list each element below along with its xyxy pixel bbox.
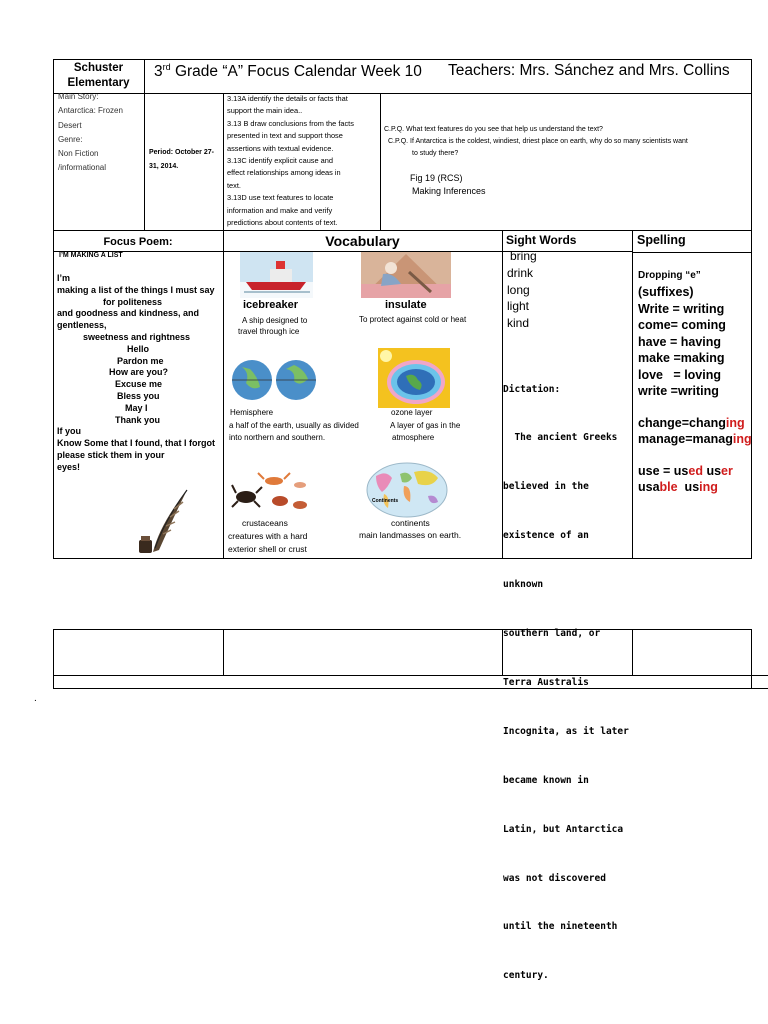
- spelling-heading: Spelling: [637, 233, 686, 247]
- stray-mark: .: [34, 693, 37, 704]
- vocab-def-continents: main landmasses on earth.: [359, 530, 462, 540]
- spelling-list: (suffixes) Write = writing come= coming have = having make =making love = loving write =writing change=changing manage=managing use = used user usable using: [638, 285, 752, 494]
- divider: [223, 230, 224, 559]
- period: Period: October 27- 31, 2014.: [149, 149, 214, 170]
- vocab-word-hemisphere: Hemisphere: [230, 408, 274, 417]
- divider: [632, 252, 752, 253]
- focus-poem-heading: Focus Poem:: [103, 236, 173, 248]
- dictation: Dictation: The ancient Greeks believed in the existence of an unknown southern land, or Terra Australis Incognita, as it later became known in Latin, but Antarctica was not discovered until the nineteenth century.: [503, 383, 629, 982]
- school-name: Schuster Elementary: [67, 62, 130, 89]
- vocab-def-ozone-layer: A layer of gas in the atmosphere: [390, 421, 461, 442]
- list-item: kind: [507, 316, 530, 331]
- quill-ink-icon: [115, 484, 195, 556]
- icebreaker-ship-icon: [240, 252, 313, 298]
- vocab-word-insulate: insulate: [385, 299, 427, 311]
- spelling-manage: manage=managing: [638, 432, 752, 446]
- empty-table: [53, 629, 752, 689]
- page-title: 3rd Grade “A” Focus Calendar Week 10: [154, 62, 422, 81]
- cpq-question-2: C.P.Q. If Antarctica is the coldest, windiest, driest place on earth, why do so many scientists want: [388, 138, 688, 145]
- spelling-usable: usable using: [638, 480, 718, 494]
- vocab-def-crustaceans: creatures with a hard exterior shell or crust: [228, 531, 308, 554]
- list-item: light: [507, 299, 530, 314]
- dictation-label: Dictation:: [503, 383, 561, 395]
- vocab-word-ozone-layer: ozone layer: [391, 408, 433, 417]
- cpq-question-1: C.P.Q. What text features do you see that help us understand the text?: [384, 126, 603, 133]
- divider: [53, 251, 633, 252]
- list-item: drink: [507, 265, 534, 280]
- divider: [144, 59, 145, 94]
- continents-map-label: Continents: [372, 498, 399, 504]
- divider: [53, 675, 768, 676]
- teks-standards: 3.13A identify the details or facts that support the main idea.. 3.13 B draw conclusions from the facts presented in text and support those assertions with textual evidence. 3.13C identify explicit cause and effect relationships among ideas in text. 3.13D use text features to locate information and make and verify predictions about contents of text.: [227, 94, 354, 228]
- vocab-word-icebreaker: icebreaker: [243, 299, 299, 311]
- divider: [223, 629, 224, 676]
- divider: [632, 230, 633, 559]
- sight-words-heading: Sight Words: [506, 233, 577, 247]
- poem-body: I’m making a list of the things I must say for politeness and goodness and kindness, and gentleness, sweetness and rightness Hello Pardon me How are you? Excuse me Bless you May I Thank you If you Know Some that I found, that I forgot please stick them in your eyes!: [57, 273, 215, 472]
- cpq-question-2-cont: to study there?: [412, 150, 459, 157]
- divider: [752, 688, 768, 689]
- fig-label: Fig 19 (RCS): [410, 173, 463, 183]
- vocab-def-icebreaker: A ship designed to travel through ice: [238, 316, 308, 336]
- poem-title: I’M MAKING A LIST: [59, 252, 123, 259]
- spelling-rule-title: Dropping “e”: [638, 270, 701, 281]
- spelling-change: change=changing: [638, 415, 745, 430]
- attic-insulation-icon: [361, 252, 451, 298]
- list-item: bring: [510, 249, 537, 263]
- continents-globe-icon: [366, 462, 448, 518]
- crustaceans-icon: [230, 467, 312, 515]
- story-info: Main Story: Antarctica: Frozen Desert Genre: Non Fiction /informational: [58, 92, 123, 173]
- spelling-use: use = used user: [638, 463, 733, 478]
- divider: [223, 93, 224, 231]
- divider: [632, 629, 633, 676]
- inference-label: Making Inferences: [412, 186, 486, 196]
- list-item: long: [507, 282, 530, 297]
- vocab-word-crustaceans: crustaceans: [242, 518, 288, 528]
- vocabulary-heading: Vocabulary: [325, 233, 400, 249]
- vocab-def-insulate: To protect against cold or heat: [359, 315, 467, 324]
- vocab-word-continents: continents: [391, 518, 430, 528]
- divider: [380, 93, 381, 231]
- divider: [144, 93, 145, 231]
- divider: [502, 629, 503, 676]
- ozone-earth-icon: [378, 348, 450, 408]
- hemisphere-globes-icon: [230, 357, 318, 403]
- sight-words-list: [507, 248, 537, 332]
- teachers: Teachers: Mrs. Sánchez and Mrs. Collins: [448, 62, 730, 79]
- vocab-def-hemisphere: a half of the earth, usually as divided into northern and southern.: [229, 421, 359, 442]
